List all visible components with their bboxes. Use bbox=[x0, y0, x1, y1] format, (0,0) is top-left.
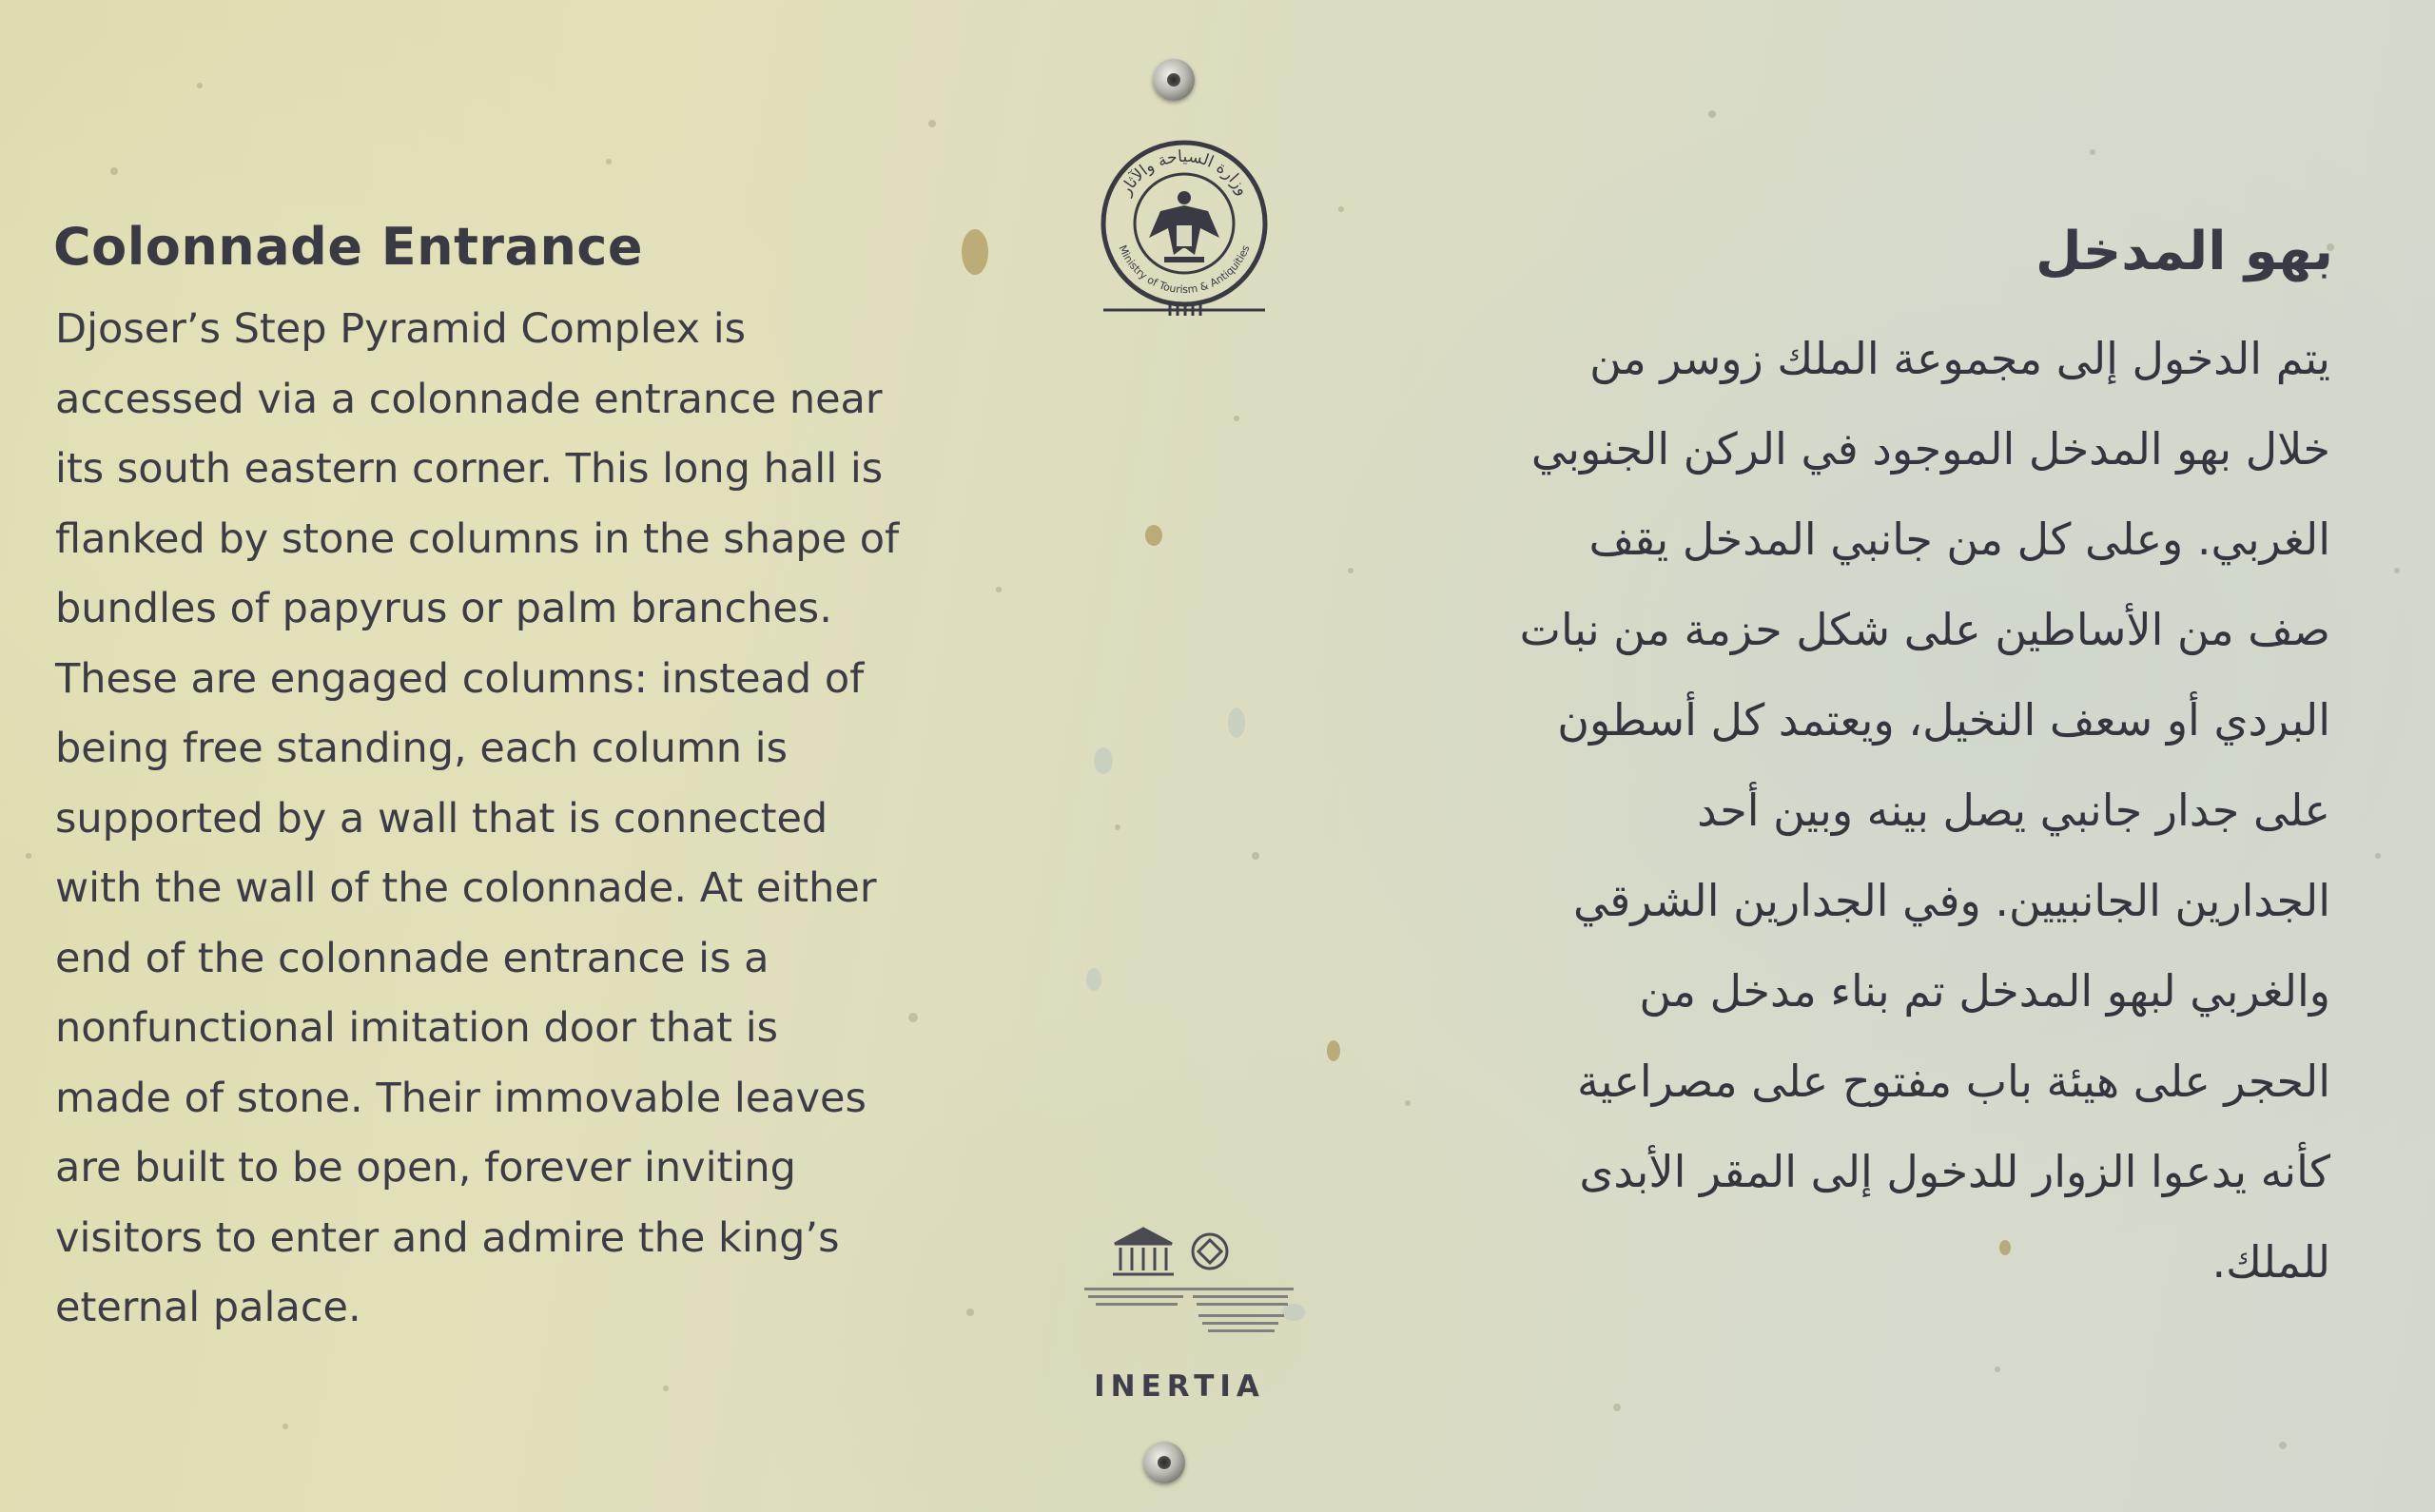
arabic-title: بهو المدخل bbox=[2035, 221, 2333, 282]
english-body-line: being free standing, each column is bbox=[55, 725, 789, 772]
english-body-line: are built to be open, forever inviting bbox=[55, 1144, 796, 1192]
seal-english-text: Ministry of Tourism & Antiquities bbox=[1116, 242, 1253, 297]
english-body-line: supported by a wall that is connected bbox=[55, 794, 828, 843]
english-body-line: eternal palace. bbox=[55, 1284, 361, 1331]
english-body bbox=[55, 295, 968, 1344]
seal-arabic-text: وزارة السياحة والآثار bbox=[1116, 146, 1253, 199]
arabic-body-line: خلال بهو المدخل الموجود في الركن الجنوبي bbox=[1530, 423, 2330, 475]
english-body-line: with the wall of the colonnade. At either bbox=[55, 864, 877, 912]
english-body-line: bundles of papyrus or palm branches. bbox=[55, 585, 832, 632]
arabic-body-line: للملك. bbox=[2211, 1236, 2330, 1288]
partner-logos bbox=[1075, 1217, 1341, 1350]
top-screw bbox=[1153, 59, 1195, 101]
english-body-line: Djoser’s Step Pyramid Complex is bbox=[55, 305, 747, 353]
world-heritage-icon bbox=[1193, 1234, 1227, 1269]
unesco-temple-icon bbox=[1113, 1229, 1174, 1274]
english-body-line: visitors to enter and admire the king’s bbox=[55, 1213, 840, 1262]
english-body-line: its south eastern corner. This long hall is bbox=[55, 445, 884, 493]
arabic-body-line: يتم الدخول إلى مجموعة الملك زوسر من bbox=[1589, 333, 2330, 384]
bottom-screw bbox=[1143, 1442, 1185, 1483]
arabic-body-line: الغربي. وعلى كل من جانبي المدخل يقف bbox=[1588, 514, 2330, 565]
arabic-body-line: صف من الأساطين على شكل حزمة من نبات bbox=[1519, 604, 2330, 655]
arabic-body-line: كأنه يدعوا الزوار للدخول إلى المقر الأبدى bbox=[1579, 1146, 2330, 1197]
english-body-line: accessed via a colonnade entrance near bbox=[55, 375, 883, 423]
english-body-line: These are engaged columns: instead of bbox=[55, 654, 865, 703]
arabic-body-line: الحجر على هيئة باب مفتوح على مصراعية bbox=[1576, 1056, 2330, 1107]
english-body-line: end of the colonnade entrance is a bbox=[55, 934, 769, 982]
arabic-body-line: الجدارين الجانبيين. وفي الجدارين الشرقي bbox=[1572, 875, 2330, 926]
english-body-line: made of stone. Their immovable leaves bbox=[55, 1074, 867, 1122]
arabic-body bbox=[1398, 314, 2330, 1308]
ministry-seal-icon bbox=[1094, 133, 1275, 323]
arabic-body-line: على جدار جانبي يصل بينه وبين أحد bbox=[1697, 785, 2330, 836]
english-body-line: nonfunctional imitation door that is bbox=[55, 1004, 779, 1052]
english-body-line: flanked by stone columns in the shape of bbox=[55, 514, 900, 563]
english-title: Colonnade Entrance bbox=[53, 217, 644, 277]
arabic-body-line: والغربي لبهو المدخل تم بناء مدخل من bbox=[1639, 965, 2330, 1017]
arabic-body-line: البردي أو سعف النخيل، ويعتمد كل أسطون bbox=[1557, 694, 2330, 746]
inertia-brand: INERTIA bbox=[1094, 1369, 1265, 1404]
